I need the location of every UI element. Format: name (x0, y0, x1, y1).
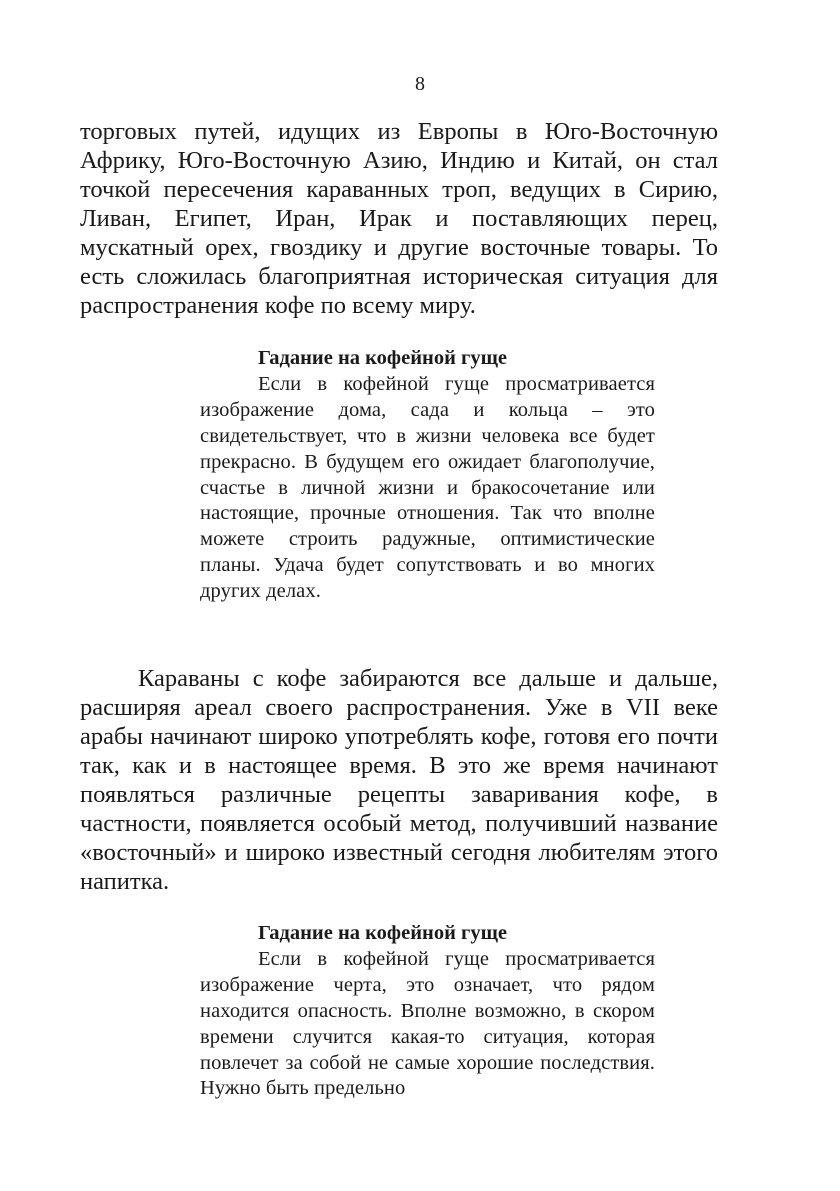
sidebar-body: Если в кофейной гуще просматривается изображение черта, это означает, что рядом находится опасность. Вполне возможно, в скором времени случится какая-то ситуация, которая повлечет за собой не самые хорошие последствия. Нужно быть предельно (200, 947, 655, 1100)
body-paragraph-continuation: торговых путей, идущих из Европы в Юго-Восточную Африку, Юго-Восточную Азию, Индию и Китай, он стал точкой пересечения караванных троп, ведущих в Сирию, Ливан, Египет, Иран, Ирак и поставляющих перец, мускатный орех, гвоздику и другие восточные товары. То есть сложилась благоприятная историческая ситуация для распространения кофе по всему миру. (80, 118, 718, 319)
page-number: 8 (415, 73, 425, 95)
sidebar-body: Если в кофейной гуще просматривается изображение дома, сада и кольца – это свидетельствует, что в жизни человека все будет прекрасно. В будущем его ожидает благополучие, счастье в личной жизни и бракосочетание или настоящие, прочные отношения. Так что вполне можете строить радужные, оптимистические планы. Удача будет сопутствовать и во многих других делах. (200, 372, 655, 603)
fortune-telling-sidebar-1 (200, 346, 655, 605)
sidebar-title: Гадание на кофейной гуще (258, 347, 507, 369)
fortune-telling-sidebar-2 (200, 921, 655, 1102)
body-paragraph: Караваны с кофе забираются все дальше и дальше, расширяя ареал своего распространения. Уже в VII веке арабы начинают широко употреблять кофе, готовя его почти так, как и в настоящее время. В это же время начинают появляться различные рецепты заваривания кофе, в частности, появляется особый метод, получивший название «восточный» и широко известный сегодня любителям этого напитка. (80, 665, 718, 895)
sidebar-title: Гадание на кофейной гуще (258, 922, 507, 944)
